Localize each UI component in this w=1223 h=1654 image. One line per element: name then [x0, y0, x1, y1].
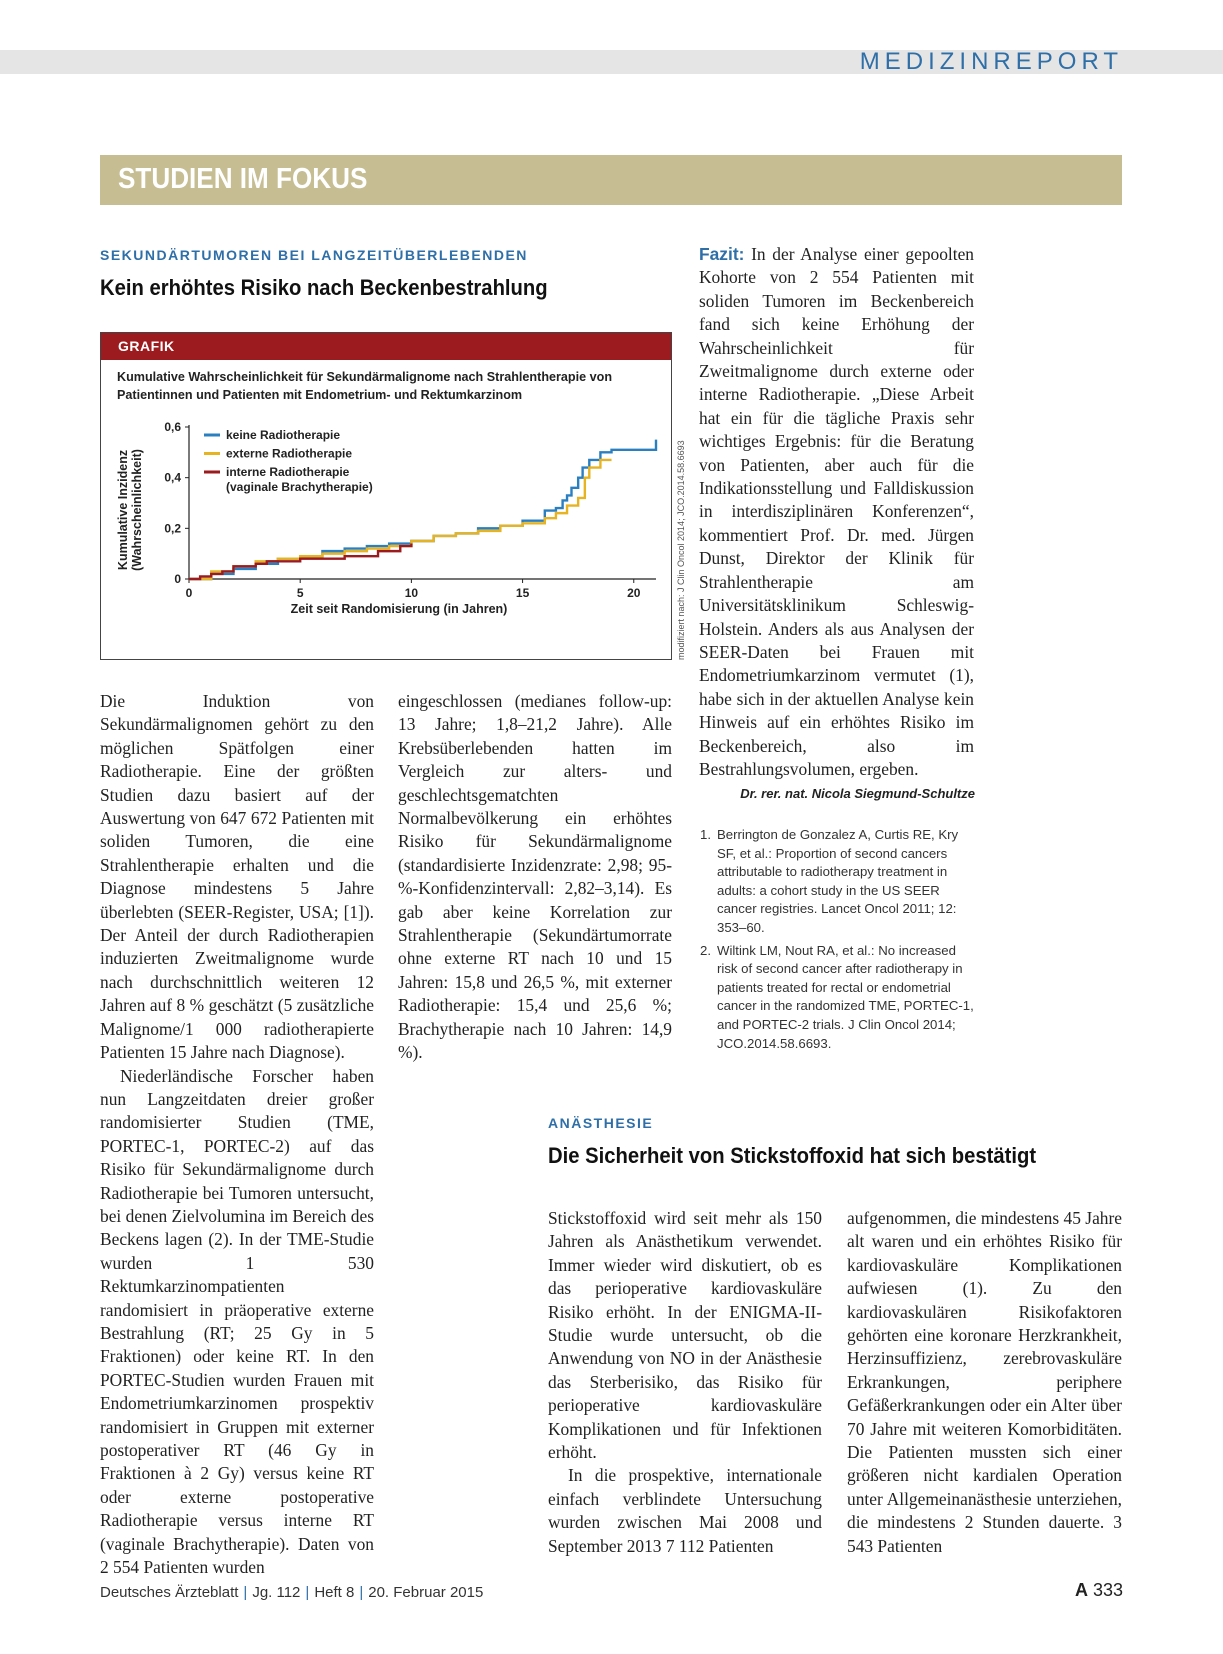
article2-kicker: ANÄSTHESIE: [548, 1115, 654, 1131]
section-banner: [100, 155, 1122, 205]
article2-column-1: [548, 1207, 822, 1558]
journal-date: 20. Februar 2015: [368, 1584, 484, 1601]
article1-column-2: [398, 690, 672, 1065]
x-tick-label: 0: [185, 586, 193, 600]
x-tick-label: 20: [627, 586, 641, 600]
article1-kicker: SEKUNDÄRTUMOREN BEI LANGZEITÜBERLEBENDEN: [100, 247, 528, 263]
y-axis-label-line: Kumulative Inzidenz: [116, 449, 130, 571]
reference-text: Wiltink LM, Nout RA, et al.: No increased risk of second cancer after radiotherapy in patients treated for rectal or endometrial cancer in the randomized TME, PORTEC-1, and PORTEC-2 trials. J Clin Oncol 2014; JCO.2014.58.6693.: [717, 942, 974, 1051]
reference-text: Berrington de Gonzalez A, Curtis RE, Kry SF, et al.: Proportion of second cancers attributable to radiotherapy treatment in adults: a cohort study in the US SEER cancer registries. Lancet Oncol 2011; 12: 353–60.: [717, 827, 959, 935]
paragraph: Stickstoffoxid wird seit mehr als 150 Jahren als Anästhetikum verwendet. Immer wieder wird diskutiert, ob es das perioperative kardiovaskuläre Risiko erhöht. In der ENIGMA-II-Studie wurde untersucht, ob die Anwendung von NO in der Anästhesie das Sterberisiko, das Risiko für perioperative kardiovaskuläre Komplikationen und für Infektionen erhöht.: [548, 1208, 822, 1463]
paragraph: eingeschlossen (medianes follow-up: 13 Jahre; 1,8–21,2 Jahre). Alle Krebsüberlebenden hatten im Vergleich zur alters- und geschlechtsgematchten Normalbevölkerung ein erhöhtes Risiko für Sekundärmalignome (standardisierte Inzidenzrate: 2,98; 95-%-Konfidenzintervall: 2,82–3,14). Es gab aber keine Korrelation zur Strahlentherapie (Sekundärtumorrate ohne externe RT nach 10 und 15 Jahren: 15,8 und 26,5 %, mit externer Radiotherapie: 15,4 und 25,6 %; Brachytherapie nach 10 Jahren: 14,9 %).: [398, 691, 672, 1063]
y-tick-label: 0: [174, 572, 181, 586]
y-tick-label: 0,6: [164, 420, 181, 434]
reference-number: 1.: [700, 827, 711, 842]
series-line: [189, 440, 656, 579]
journal-name: Deutsches Ärzteblatt: [100, 1584, 239, 1601]
y-tick-label: 0,2: [164, 521, 181, 536]
x-axis-label: Zeit seit Randomisierung (in Jahren): [290, 602, 508, 616]
paragraph: Die Induktion von Sekundärmalignomen gehört zu den möglichen Spätfolgen einer Radiotherapie. Eine der größten Studien dazu basiert auf der Auswertung von 647 672 Patienten mit soliden Tumoren, die eine Strahlentherapie erhalten und die Diagnose mindestens 5 Jahre überlebten (SEER-Register, USA; [1]). Der Anteil der durch Radiotherapien induzierten Zweitmalignome wurde nach durchschnittlich weiteren 12 Jahren auf 8 % geschätzt (5 zusätzliche Malignome/1 000 radiotherapierte Patienten 15 Jahre nach Diagnose).: [100, 691, 374, 1063]
y-tick-label: 0,4: [164, 470, 181, 485]
banner-title: STUDIEN IM FOKUS: [118, 163, 368, 195]
paragraph: Niederländische Forscher haben nun Langzeitdaten dreier großer randomisierter Studien (TME, PORTEC-1, PORTEC-2) auf das Risiko für Sekundärmalignome durch Radiotherapie bei Tumoren untersucht, bei denen Zielvolumina im Bereich des Beckens lagen (2). In der TME-Studie wurden 1 530 Rektumkarzinompatienten randomisiert in präoperative externe Bestrahlung (RT; 25 Gy in 5 Fraktionen) oder keine RT. In den PORTEC-Studien wurden Frauen mit Endometriumkarzinomen prospektiv randomisiert in Gruppen mit externer postoperativer RT (46 Gy in Fraktionen à 2 Gy) versus keine RT oder externe postoperative Radiotherapie versus interne RT (vaginale Brachytherapie). Daten von 2 554 Patienten wurden: [100, 1065, 374, 1578]
legend-label: [226, 465, 373, 494]
figure-label: GRAFIK: [118, 338, 175, 354]
page-value: 333: [1092, 1580, 1123, 1600]
article2-headline: Die Sicherheit von Stickstoffoxid hat sich bestätigt: [548, 1143, 1037, 1168]
figure-credit: modifiziert nach: J Clin Oncol 2014; JCO.2014.58.6693: [676, 440, 686, 660]
x-tick-label: 15: [515, 586, 530, 600]
journal-volume: Jg. 112: [252, 1584, 301, 1601]
y-axis-label: [116, 449, 144, 571]
journal-issue: Heft 8: [314, 1584, 355, 1601]
reference-number: 2.: [700, 942, 711, 958]
author: Dr. rer. nat. Nicola Siegmund-Schultze: [740, 786, 975, 801]
figure-box: [100, 332, 672, 660]
chart-title: Kumulative Wahrscheinlichkeit für Sekundärmalignome nach Strahlentherapie von Patientinnen und Patienten mit Endometrium- und Rektumkarzinom: [117, 370, 613, 402]
reference-list: [700, 826, 980, 1057]
article2-column-2: [847, 1207, 1122, 1558]
fazit-label: Fazit:: [699, 244, 745, 264]
reference-item: [700, 942, 980, 1054]
x-ticks: [186, 579, 641, 600]
page-number: [1075, 1580, 1123, 1601]
legend-label-line: interne Radiotherapie: [226, 465, 350, 479]
fazit-paragraph: [699, 243, 974, 781]
article1-column-1: [100, 690, 374, 1579]
legend-label: keine Radiotherapie: [226, 428, 341, 442]
section-label: MEDIZINREPORT: [859, 48, 1123, 75]
x-tick-label: 5: [296, 586, 304, 600]
legend-label: externe Radiotherapie: [226, 446, 353, 461]
article1-headline: Kein erhöhtes Risiko nach Beckenbestrahlung: [100, 275, 548, 300]
y-ticks: [164, 420, 189, 586]
footer: Deutsches Ärzteblatt | Jg. 112 | Heft 8 | 20. Februar 2015: [100, 1584, 484, 1601]
fazit-text: In der Analyse einer gepoolten Kohorte von 2 554 Patienten mit soliden Tumoren im Beckenbereich fand sich keine Erhöhung der Wahrscheinlichkeit für Zweitmalignome durch externe oder interne Radiotherapie. „Diese Arbeit hat ein für die tägliche Praxis sehr wichtiges Ergebnis: für die Beratung von Patienten, aber auch für die Indikationsstellung und Falldiskussion in interdisziplinären Konferenzen“, kommentiert Prof. Dr. med. Jürgen Dunst, Direktor der Klinik für Strahlentherapie am Universitätsklinikum Schleswig-Holstein. Anders als aus Analysen der SEER-Daten bei Frauen mit Endometriumkarzinom vermutet (1), habe sich in der aktuellen Analyse kein Hinweis auf ein erhöhtes Risiko im Beckenbereich, also im Bestrahlungsvolumen, ergeben.: [699, 244, 974, 779]
paragraph: aufgenommen, die mindestens 45 Jahre alt waren und ein erhöhtes Risiko für kardiovaskuläre Komplikationen aufwiesen (1). Zu den kardiovaskulären Risikofaktoren gehörten eine koronare Herzkrankheit, Herzinsuffizienz, zerebrovaskuläre Erkrankungen, periphere Gefäßerkrankungen oder ein Alter über 70 Jahre mit weiteren Komorbiditäten. Die Patienten mussten sich einer größeren nicht kardialen Operation unter Allgemeinanästhesie unterziehen, die mindestens 2 Stunden dauerte. 3 543 Patienten: [847, 1208, 1122, 1556]
x-tick-label: 10: [404, 586, 419, 600]
page-prefix: A: [1074, 1580, 1088, 1600]
reference-item: [700, 826, 980, 938]
chart-series: [189, 440, 656, 579]
paragraph: In die prospektive, internationale einfach verblindete Untersuchung wurden zwischen Mai 2008 und September 2013 7 112 Patienten: [548, 1465, 822, 1556]
legend-label-line: (vaginale Brachytherapie): [226, 480, 373, 494]
y-axis-label-line: (Wahrscheinlichkeit): [130, 449, 144, 571]
chart-legend: [204, 428, 373, 494]
fazit-box: [699, 243, 974, 781]
chart: [101, 333, 671, 659]
